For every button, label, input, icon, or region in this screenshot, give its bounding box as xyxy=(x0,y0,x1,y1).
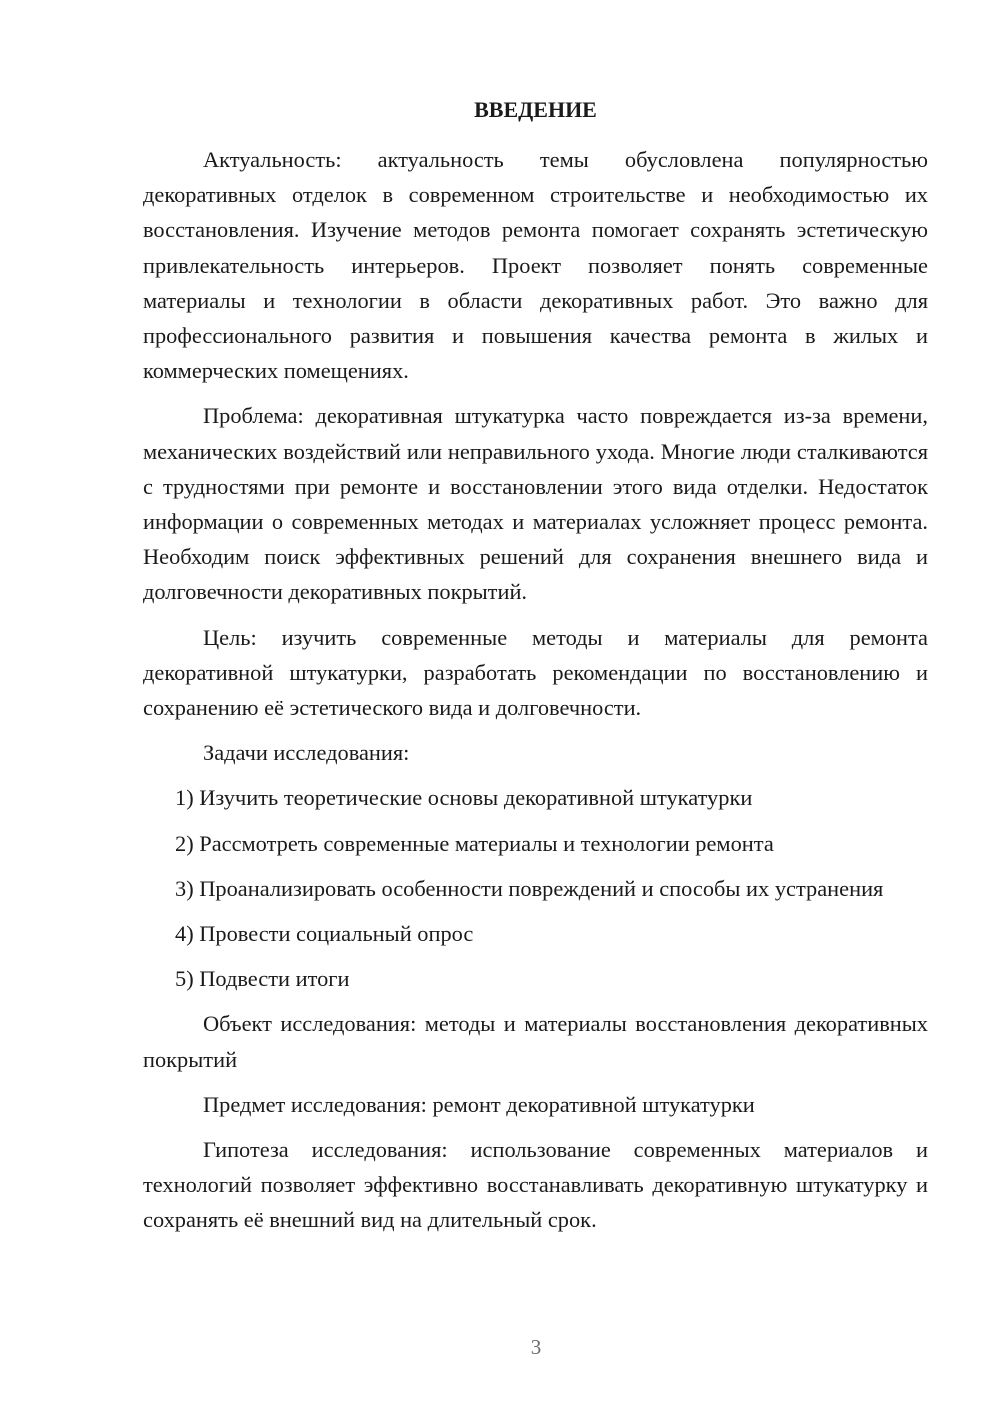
hypothesis-paragraph: Гипотеза исследования: использование современных материалов и технологий позволяет эффективно восстанавливать декоративную штукатурку и сохранять её внешний вид на длительный срок. xyxy=(143,1137,928,1233)
list-item: 1) Изучить теоретические основы декоративной штукатурки xyxy=(175,785,753,811)
page-number: 3 xyxy=(530,1335,542,1359)
object-paragraph: Объект исследования: методы и материалы восстановления декоративных покрытий xyxy=(143,1011,928,1072)
problem-paragraph: Проблема: декоративная штукатурка часто повреждается из-за времени, механических воздействий или неправильного ухода. Многие люди сталкиваются с трудностями при ремонте и восстановлении этого вида отделки. Недостаток информации о современных методах и материалах усложняет процесс ремонта. Необходим поиск эффективных решений для сохранения внешнего вида и долговечности декоративных покрытий. xyxy=(143,403,928,605)
list-item: 2) Рассмотреть современные материалы и технологии ремонта xyxy=(175,830,774,856)
goal-paragraph: Цель: изучить современные методы и материалы для ремонта декоративной штукатурки, разработать рекомендации по восстановлению и сохранению её эстетического вида и долговечности. xyxy=(143,624,928,721)
document-body xyxy=(143,142,928,1248)
list-item: 5) Подвести итоги xyxy=(175,966,350,992)
page-title: ВВЕДЕНИЕ xyxy=(474,97,597,122)
list-item: 3) Проанализировать особенности повреждений и способы их устранения xyxy=(175,875,884,901)
tasks-heading: Задачи исследования: xyxy=(203,740,410,766)
relevance-paragraph: Актуальность: актуальность темы обусловлена популярностью декоративных отделок в современном строительстве и необходимостью их восстановления. Изучение методов ремонта помогает сохранять эстетическую привлекательность интерьеров. Проект позволяет понять современные материалы и технологии в области декоративных работ. Это важно для профессионального развития и повышения качества ремонта в жилых и коммерческих помещениях. xyxy=(143,147,928,384)
list-item: 4) Провести социальный опрос xyxy=(175,921,474,947)
subject-paragraph: Предмет исследования: ремонт декоративной штукатурки xyxy=(203,1091,755,1117)
